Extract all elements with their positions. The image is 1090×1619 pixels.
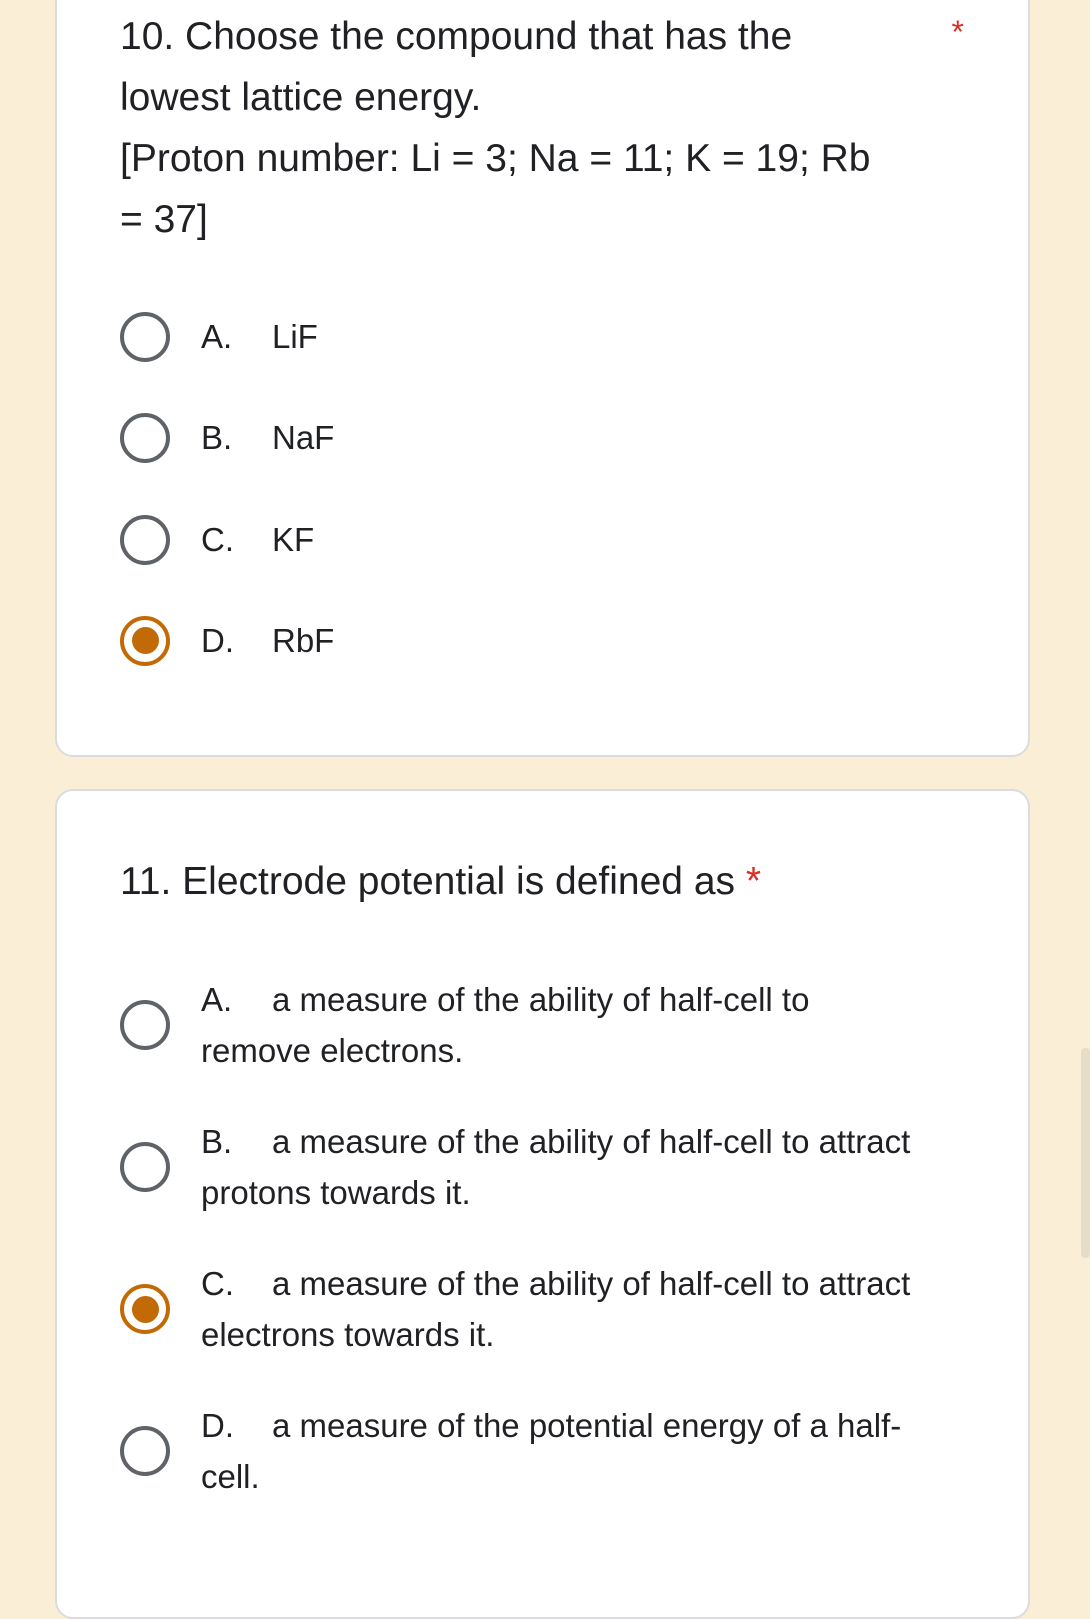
option-label	[201, 311, 318, 362]
radio-button[interactable]	[120, 312, 170, 362]
scrollbar[interactable]	[1081, 1048, 1090, 1258]
option-letter: A.	[201, 318, 233, 355]
question-card-10	[55, 0, 1030, 757]
option-d[interactable]	[120, 1400, 921, 1502]
option-text: KF	[272, 521, 315, 558]
option-c[interactable]	[120, 1258, 921, 1360]
question-title	[120, 851, 980, 912]
option-text: a measure of the ability of half-cell to attract electrons towards it.	[201, 1265, 911, 1353]
option-text: a measure of the ability of half-cell to remove electrons.	[201, 981, 810, 1069]
radio-button[interactable]	[120, 413, 170, 463]
option-a[interactable]	[120, 311, 318, 362]
radio-button[interactable]	[120, 515, 170, 565]
option-c[interactable]	[120, 514, 314, 565]
option-letter: B.	[201, 419, 233, 456]
option-letter: A.	[201, 981, 233, 1018]
option-text: a measure of the ability of half-cell to attract protons towards it.	[201, 1123, 911, 1211]
option-label	[201, 412, 334, 463]
option-label	[201, 615, 334, 666]
question-title-line: [Proton number: Li = 3; Na = 11; K = 19; Rb	[120, 137, 871, 180]
option-text: RbF	[272, 622, 335, 659]
question-title-text: 11. Electrode potential is defined as	[120, 860, 736, 903]
option-label	[201, 1258, 921, 1360]
option-text: NaF	[272, 419, 335, 456]
radio-dot	[132, 627, 159, 654]
option-b[interactable]	[120, 412, 334, 463]
radio-button-selected[interactable]	[120, 616, 170, 666]
option-text: a measure of the potential energy of a half-cell.	[201, 1407, 902, 1495]
radio-button-selected[interactable]	[120, 1284, 170, 1334]
option-label	[201, 1400, 921, 1502]
option-letter: C.	[201, 521, 234, 558]
option-letter: D.	[201, 1407, 234, 1444]
required-asterisk: *	[745, 860, 762, 903]
option-letter: D.	[201, 622, 234, 659]
option-letter: B.	[201, 1123, 233, 1160]
option-letter: C.	[201, 1265, 234, 1302]
radio-button[interactable]	[120, 1142, 170, 1192]
question-title-line: lowest lattice energy.	[120, 76, 482, 119]
radio-dot	[132, 1296, 159, 1323]
option-b[interactable]	[120, 1116, 921, 1218]
option-label	[201, 974, 921, 1076]
option-d[interactable]	[120, 615, 334, 666]
radio-button[interactable]	[120, 1426, 170, 1476]
option-label	[201, 514, 314, 565]
question-title-line: 10. Choose the compound that has the	[120, 15, 793, 58]
radio-button[interactable]	[120, 1000, 170, 1050]
question-title-line: = 37]	[120, 198, 208, 241]
option-label	[201, 1116, 921, 1218]
option-text: LiF	[272, 318, 318, 355]
option-a[interactable]	[120, 974, 921, 1076]
required-asterisk: *	[951, 14, 964, 50]
question-card-11	[55, 789, 1030, 1619]
question-title	[120, 6, 960, 250]
